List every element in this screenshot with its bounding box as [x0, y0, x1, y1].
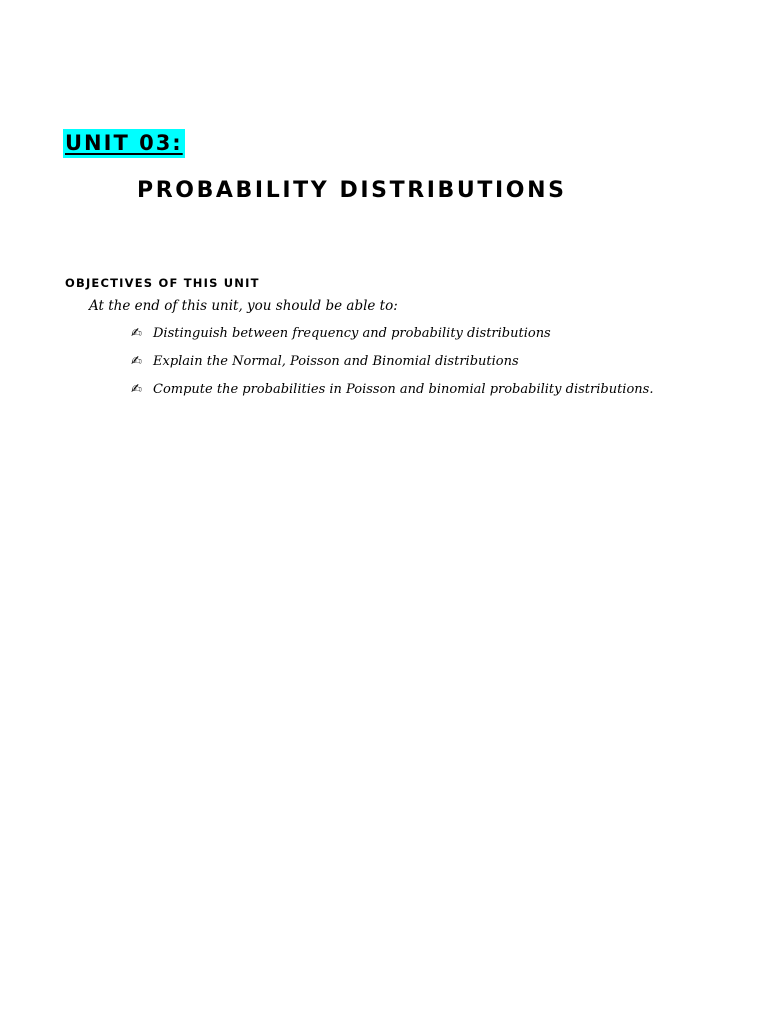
- objective-text: Distinguish between frequency and probability distributions: [153, 326, 551, 341]
- writing-hand-icon: ✍: [131, 354, 142, 369]
- objectives-intro: At the end of this unit, you should be able to:: [89, 298, 398, 314]
- objective-text: Explain the Normal, Poisson and Binomial distributions: [153, 354, 519, 369]
- objective-item: [131, 324, 653, 352]
- writing-hand-icon: ✍: [131, 382, 142, 397]
- writing-hand-icon: ✍: [131, 326, 142, 341]
- objective-item: [131, 352, 653, 380]
- objectives-heading: OBJECTIVES OF THIS UNIT: [65, 276, 260, 290]
- objectives-list: [131, 324, 653, 408]
- page-title: PROBABILITY DISTRIBUTIONS: [137, 178, 567, 203]
- objective-text: Compute the probabilities in Poisson and binomial probability distributions.: [153, 382, 654, 397]
- objective-item: [131, 380, 653, 408]
- unit-label: UNIT 03:: [63, 129, 185, 158]
